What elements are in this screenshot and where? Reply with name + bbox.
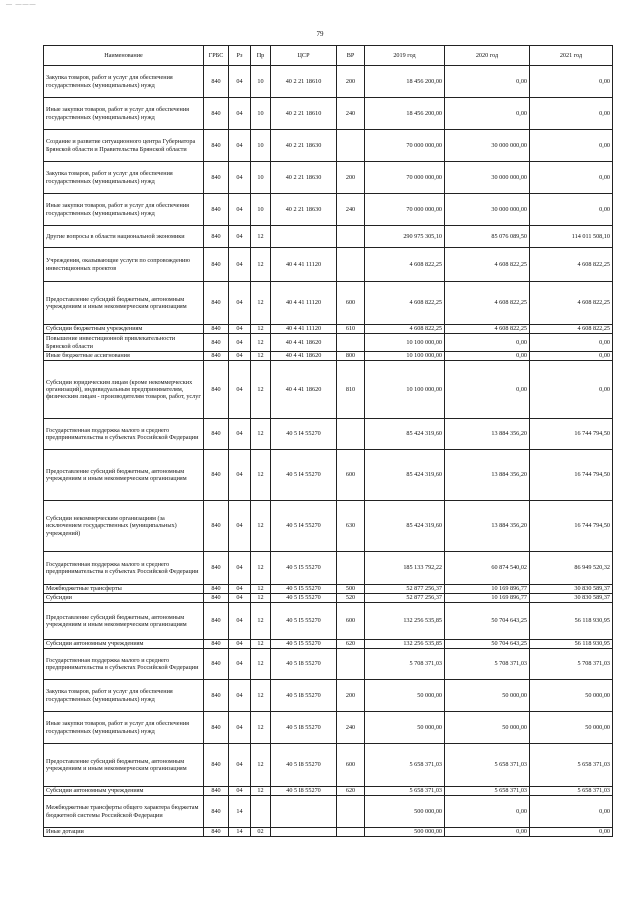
- amount-2020-cell: 10 169 896,77: [445, 594, 530, 603]
- csr-cell: [271, 828, 337, 837]
- pr-cell: 12: [251, 594, 271, 603]
- vr-cell: [337, 130, 365, 162]
- pr-cell: 12: [251, 282, 271, 325]
- amount-2021-cell: 16 744 794,50: [530, 450, 613, 501]
- amount-2020-cell: 0,00: [445, 828, 530, 837]
- amount-2019-cell: 5 658 371,03: [365, 744, 445, 787]
- table-row: [44, 162, 613, 194]
- amount-2019-cell: 10 100 000,00: [365, 334, 445, 352]
- table-row: [44, 603, 613, 640]
- amount-2019-cell: 5 658 371,03: [365, 787, 445, 796]
- csr-cell: 40 5 I4 55270: [271, 419, 337, 450]
- pr-cell: 12: [251, 248, 271, 282]
- amount-2021-cell: 50 000,00: [530, 712, 613, 744]
- table-row: [44, 828, 613, 837]
- rz-cell: 04: [229, 248, 251, 282]
- amount-2019-cell: 4 608 822,25: [365, 282, 445, 325]
- csr-cell: 40 5 I5 55270: [271, 585, 337, 594]
- vr-cell: 620: [337, 787, 365, 796]
- grbs-cell: 840: [204, 744, 229, 787]
- amount-2020-cell: 30 000 000,00: [445, 130, 530, 162]
- csr-cell: 40 5 I5 55270: [271, 603, 337, 640]
- csr-cell: 40 5 I8 55270: [271, 680, 337, 712]
- header-pr: Пр: [251, 46, 271, 66]
- grbs-cell: 840: [204, 787, 229, 796]
- row-name-cell: Другие вопросы в области национальной экономики: [44, 226, 204, 248]
- rz-cell: 04: [229, 194, 251, 226]
- grbs-cell: 840: [204, 712, 229, 744]
- amount-2019-cell: 4 608 822,25: [365, 248, 445, 282]
- pr-cell: 12: [251, 649, 271, 680]
- table-header-row: [44, 46, 613, 66]
- vr-cell: [337, 552, 365, 585]
- csr-cell: 40 5 I4 55270: [271, 501, 337, 552]
- grbs-cell: 840: [204, 352, 229, 361]
- table-row: [44, 712, 613, 744]
- amount-2019-cell: 70 000 000,00: [365, 162, 445, 194]
- csr-cell: 40 2 21 18630: [271, 162, 337, 194]
- vr-cell: [337, 419, 365, 450]
- rz-cell: 04: [229, 325, 251, 334]
- amount-2021-cell: 5 658 371,03: [530, 744, 613, 787]
- row-name-cell: Учреждения, оказывающие услуги по сопровождению инвестиционных проектов: [44, 248, 204, 282]
- csr-cell: [271, 226, 337, 248]
- vr-cell: [337, 226, 365, 248]
- pr-cell: 12: [251, 501, 271, 552]
- amount-2019-cell: 50 000,00: [365, 680, 445, 712]
- row-name-cell: Закупка товаров, работ и услуг для обеспечения государственных (муниципальных) нужд: [44, 680, 204, 712]
- amount-2021-cell: 0,00: [530, 130, 613, 162]
- grbs-cell: 840: [204, 552, 229, 585]
- amount-2020-cell: 30 000 000,00: [445, 194, 530, 226]
- amount-2021-cell: 0,00: [530, 162, 613, 194]
- amount-2021-cell: 5 658 371,03: [530, 787, 613, 796]
- grbs-cell: 840: [204, 419, 229, 450]
- vr-cell: 810: [337, 361, 365, 419]
- rz-cell: 04: [229, 450, 251, 501]
- vr-cell: 600: [337, 282, 365, 325]
- amount-2020-cell: 0,00: [445, 361, 530, 419]
- amount-2021-cell: 0,00: [530, 828, 613, 837]
- pr-cell: 12: [251, 640, 271, 649]
- table-row: [44, 282, 613, 325]
- csr-cell: 40 4 41 11120: [271, 248, 337, 282]
- rz-cell: 04: [229, 585, 251, 594]
- rz-cell: 04: [229, 640, 251, 649]
- amount-2019-cell: 18 456 200,00: [365, 98, 445, 130]
- rz-cell: 14: [229, 828, 251, 837]
- row-name-cell: Предоставление субсидий бюджетным, автономным учреждениям и иным некоммерческим организациям: [44, 450, 204, 501]
- amount-2021-cell: 4 608 822,25: [530, 282, 613, 325]
- vr-cell: [337, 796, 365, 828]
- vr-cell: [337, 649, 365, 680]
- grbs-cell: 840: [204, 130, 229, 162]
- grbs-cell: 840: [204, 640, 229, 649]
- amount-2020-cell: 5 658 371,03: [445, 787, 530, 796]
- amount-2019-cell: 70 000 000,00: [365, 130, 445, 162]
- table-row: [44, 194, 613, 226]
- grbs-cell: 840: [204, 282, 229, 325]
- amount-2020-cell: 0,00: [445, 796, 530, 828]
- table-row: [44, 98, 613, 130]
- table-row: [44, 585, 613, 594]
- vr-cell: 240: [337, 194, 365, 226]
- amount-2021-cell: 0,00: [530, 334, 613, 352]
- pr-cell: 12: [251, 361, 271, 419]
- amount-2019-cell: 85 424 319,60: [365, 419, 445, 450]
- vr-cell: 620: [337, 640, 365, 649]
- vr-cell: 600: [337, 450, 365, 501]
- row-name-cell: Иные закупки товаров, работ и услуг для обеспечения государственных (муниципальных) нужд: [44, 98, 204, 130]
- amount-2019-cell: 132 256 535,85: [365, 603, 445, 640]
- grbs-cell: 840: [204, 603, 229, 640]
- csr-cell: 40 5 I8 55270: [271, 649, 337, 680]
- vr-cell: 200: [337, 680, 365, 712]
- vr-cell: 240: [337, 712, 365, 744]
- pr-cell: 10: [251, 66, 271, 98]
- pr-cell: 12: [251, 552, 271, 585]
- amount-2021-cell: 4 608 822,25: [530, 248, 613, 282]
- table-row: [44, 649, 613, 680]
- csr-cell: 40 2 21 18630: [271, 194, 337, 226]
- vr-cell: 630: [337, 501, 365, 552]
- table-row: [44, 325, 613, 334]
- amount-2019-cell: 70 000 000,00: [365, 194, 445, 226]
- pr-cell: 10: [251, 162, 271, 194]
- table-row: [44, 744, 613, 787]
- table-row: [44, 248, 613, 282]
- amount-2019-cell: 85 424 319,60: [365, 450, 445, 501]
- table-row: [44, 796, 613, 828]
- amount-2021-cell: 56 118 930,95: [530, 640, 613, 649]
- rz-cell: 04: [229, 334, 251, 352]
- header-2021: 2021 год: [530, 46, 613, 66]
- rz-cell: 04: [229, 744, 251, 787]
- pr-cell: 12: [251, 325, 271, 334]
- row-name-cell: Субсидии юридическим лицам (кроме некоммерческих организаций), индивидуальным предпринимателям, физическим лицам - производителям товаров, работ, услуг: [44, 361, 204, 419]
- row-name-cell: Субсидии: [44, 594, 204, 603]
- amount-2020-cell: 5 658 371,03: [445, 744, 530, 787]
- amount-2021-cell: 50 000,00: [530, 680, 613, 712]
- amount-2021-cell: 0,00: [530, 98, 613, 130]
- amount-2019-cell: 50 000,00: [365, 712, 445, 744]
- rz-cell: 04: [229, 712, 251, 744]
- amount-2021-cell: 114 011 508,10: [530, 226, 613, 248]
- pr-cell: 12: [251, 744, 271, 787]
- amount-2019-cell: 132 256 535,85: [365, 640, 445, 649]
- csr-cell: [271, 796, 337, 828]
- rz-cell: 04: [229, 352, 251, 361]
- amount-2021-cell: 86 949 520,32: [530, 552, 613, 585]
- grbs-cell: 840: [204, 585, 229, 594]
- row-name-cell: Создание и развитие ситуационного центра Губернатора Брянской области и Правительства Брянской области: [44, 130, 204, 162]
- amount-2019-cell: 290 975 305,10: [365, 226, 445, 248]
- amount-2020-cell: 0,00: [445, 66, 530, 98]
- amount-2021-cell: 30 830 589,37: [530, 585, 613, 594]
- rz-cell: 04: [229, 66, 251, 98]
- amount-2020-cell: 0,00: [445, 98, 530, 130]
- row-name-cell: Иные бюджетные ассигнования: [44, 352, 204, 361]
- vr-cell: [337, 248, 365, 282]
- rz-cell: 04: [229, 680, 251, 712]
- row-name-cell: Государственная поддержка малого и среднего предпринимательства в субъектах Российской Федерации: [44, 419, 204, 450]
- table-row: [44, 501, 613, 552]
- vr-cell: 610: [337, 325, 365, 334]
- budget-table: [43, 45, 613, 837]
- table-row: [44, 640, 613, 649]
- amount-2021-cell: 4 608 822,25: [530, 325, 613, 334]
- header-2019: 2019 год: [365, 46, 445, 66]
- grbs-cell: 840: [204, 98, 229, 130]
- amount-2021-cell: 0,00: [530, 352, 613, 361]
- amount-2021-cell: 0,00: [530, 66, 613, 98]
- corner-mark: — ———: [6, 2, 37, 8]
- vr-cell: 520: [337, 594, 365, 603]
- grbs-cell: 840: [204, 594, 229, 603]
- amount-2021-cell: 0,00: [530, 796, 613, 828]
- pr-cell: 12: [251, 419, 271, 450]
- grbs-cell: 840: [204, 361, 229, 419]
- table-row: [44, 680, 613, 712]
- amount-2020-cell: 50 704 643,25: [445, 640, 530, 649]
- amount-2020-cell: 0,00: [445, 352, 530, 361]
- table-row: [44, 361, 613, 419]
- table-row: [44, 226, 613, 248]
- amount-2020-cell: 4 608 822,25: [445, 282, 530, 325]
- grbs-cell: 840: [204, 248, 229, 282]
- amount-2020-cell: 13 884 356,20: [445, 419, 530, 450]
- amount-2019-cell: 52 877 256,37: [365, 594, 445, 603]
- rz-cell: 04: [229, 282, 251, 325]
- row-name-cell: Государственная поддержка малого и среднего предпринимательства в субъектах Российской Федерации: [44, 649, 204, 680]
- row-name-cell: Межбюджетные трансферты: [44, 585, 204, 594]
- grbs-cell: 840: [204, 450, 229, 501]
- vr-cell: 600: [337, 603, 365, 640]
- amount-2019-cell: 52 877 256,37: [365, 585, 445, 594]
- amount-2020-cell: 13 884 356,20: [445, 501, 530, 552]
- csr-cell: 40 5 I5 55270: [271, 640, 337, 649]
- vr-cell: 500: [337, 585, 365, 594]
- row-name-cell: Межбюджетные трансферты общего характера бюджетам бюджетной системы Российской Федерации: [44, 796, 204, 828]
- amount-2019-cell: 18 456 200,00: [365, 66, 445, 98]
- header-csr: ЦСР: [271, 46, 337, 66]
- header-name: Наименование: [44, 46, 204, 66]
- amount-2020-cell: 50 000,00: [445, 712, 530, 744]
- rz-cell: 04: [229, 649, 251, 680]
- vr-cell: 800: [337, 352, 365, 361]
- pr-cell: 12: [251, 680, 271, 712]
- csr-cell: 40 5 I5 55270: [271, 594, 337, 603]
- table-row: [44, 66, 613, 98]
- table-row: [44, 352, 613, 361]
- vr-cell: [337, 334, 365, 352]
- row-name-cell: Субсидии некоммерческим организациям (за исключением государственных (муниципальных) учреждений): [44, 501, 204, 552]
- grbs-cell: 840: [204, 828, 229, 837]
- amount-2019-cell: 10 100 000,00: [365, 352, 445, 361]
- pr-cell: 10: [251, 130, 271, 162]
- csr-cell: 40 4 41 11120: [271, 282, 337, 325]
- pr-cell: 10: [251, 98, 271, 130]
- grbs-cell: 840: [204, 680, 229, 712]
- amount-2021-cell: 0,00: [530, 361, 613, 419]
- csr-cell: 40 4 41 18620: [271, 334, 337, 352]
- pr-cell: 12: [251, 603, 271, 640]
- pr-cell: 12: [251, 352, 271, 361]
- amount-2021-cell: 30 830 589,37: [530, 594, 613, 603]
- amount-2020-cell: 10 169 896,77: [445, 585, 530, 594]
- row-name-cell: Субсидии автономным учреждениям: [44, 787, 204, 796]
- row-name-cell: Предоставление субсидий бюджетным, автономным учреждениям и иным некоммерческим организациям: [44, 603, 204, 640]
- amount-2021-cell: 56 118 930,95: [530, 603, 613, 640]
- row-name-cell: Иные закупки товаров, работ и услуг для обеспечения государственных (муниципальных) нужд: [44, 712, 204, 744]
- csr-cell: 40 2 21 18610: [271, 98, 337, 130]
- csr-cell: 40 5 I8 55270: [271, 787, 337, 796]
- amount-2020-cell: 85 076 089,50: [445, 226, 530, 248]
- pr-cell: 10: [251, 194, 271, 226]
- table-row: [44, 419, 613, 450]
- row-name-cell: Предоставление субсидий бюджетным, автономным учреждениям и иным некоммерческим организациям: [44, 744, 204, 787]
- amount-2019-cell: 500 000,00: [365, 828, 445, 837]
- amount-2019-cell: 500 000,00: [365, 796, 445, 828]
- grbs-cell: 840: [204, 226, 229, 248]
- row-name-cell: Субсидии автономным учреждениям: [44, 640, 204, 649]
- amount-2021-cell: 0,00: [530, 194, 613, 226]
- table-body: [44, 66, 613, 837]
- grbs-cell: 840: [204, 501, 229, 552]
- rz-cell: 04: [229, 98, 251, 130]
- row-name-cell: Государственная поддержка малого и среднего предпринимательства в субъектах Российской Федерации: [44, 552, 204, 585]
- grbs-cell: 840: [204, 194, 229, 226]
- amount-2019-cell: 5 708 371,03: [365, 649, 445, 680]
- pr-cell: 12: [251, 787, 271, 796]
- pr-cell: [251, 796, 271, 828]
- csr-cell: 40 5 I4 55270: [271, 450, 337, 501]
- table-row: [44, 552, 613, 585]
- pr-cell: 02: [251, 828, 271, 837]
- amount-2020-cell: 60 874 540,02: [445, 552, 530, 585]
- page-number: 79: [316, 30, 324, 38]
- table-row: [44, 594, 613, 603]
- row-name-cell: Субсидии бюджетным учреждениям: [44, 325, 204, 334]
- rz-cell: 04: [229, 594, 251, 603]
- rz-cell: 14: [229, 796, 251, 828]
- amount-2021-cell: 16 744 794,50: [530, 419, 613, 450]
- csr-cell: 40 5 I8 55270: [271, 712, 337, 744]
- amount-2020-cell: 50 704 643,25: [445, 603, 530, 640]
- rz-cell: 04: [229, 361, 251, 419]
- row-name-cell: Закупка товаров, работ и услуг для обеспечения государственных (муниципальных) нужд: [44, 66, 204, 98]
- vr-cell: 600: [337, 744, 365, 787]
- amount-2020-cell: 4 608 822,25: [445, 248, 530, 282]
- grbs-cell: 840: [204, 66, 229, 98]
- amount-2020-cell: 30 000 000,00: [445, 162, 530, 194]
- amount-2019-cell: 4 608 822,25: [365, 325, 445, 334]
- grbs-cell: 840: [204, 796, 229, 828]
- pr-cell: 12: [251, 585, 271, 594]
- amount-2021-cell: 5 708 371,03: [530, 649, 613, 680]
- rz-cell: 04: [229, 603, 251, 640]
- rz-cell: 04: [229, 787, 251, 796]
- grbs-cell: 840: [204, 649, 229, 680]
- pr-cell: 12: [251, 450, 271, 501]
- pr-cell: 12: [251, 712, 271, 744]
- header-grbs: ГРБС: [204, 46, 229, 66]
- grbs-cell: 840: [204, 334, 229, 352]
- rz-cell: 04: [229, 130, 251, 162]
- vr-cell: 200: [337, 66, 365, 98]
- amount-2020-cell: 4 608 822,25: [445, 325, 530, 334]
- amount-2019-cell: 10 100 000,00: [365, 361, 445, 419]
- amount-2019-cell: 85 424 319,60: [365, 501, 445, 552]
- amount-2020-cell: 13 884 356,20: [445, 450, 530, 501]
- grbs-cell: 840: [204, 325, 229, 334]
- vr-cell: 200: [337, 162, 365, 194]
- vr-cell: 240: [337, 98, 365, 130]
- table-row: [44, 130, 613, 162]
- csr-cell: 40 2 21 18630: [271, 130, 337, 162]
- amount-2019-cell: 185 133 792,22: [365, 552, 445, 585]
- header-vr: ВР: [337, 46, 365, 66]
- row-name-cell: Иные закупки товаров, работ и услуг для обеспечения государственных (муниципальных) нужд: [44, 194, 204, 226]
- row-name-cell: Закупка товаров, работ и услуг для обеспечения государственных (муниципальных) нужд: [44, 162, 204, 194]
- pr-cell: 12: [251, 334, 271, 352]
- header-rz: Рз: [229, 46, 251, 66]
- rz-cell: 04: [229, 501, 251, 552]
- rz-cell: 04: [229, 552, 251, 585]
- csr-cell: 40 2 21 18610: [271, 66, 337, 98]
- csr-cell: 40 5 I5 55270: [271, 552, 337, 585]
- csr-cell: 40 4 41 18620: [271, 352, 337, 361]
- csr-cell: 40 5 I8 55270: [271, 744, 337, 787]
- rz-cell: 04: [229, 162, 251, 194]
- row-name-cell: Предоставление субсидий бюджетным, автономным учреждениям и иным некоммерческим организациям: [44, 282, 204, 325]
- csr-cell: 40 4 41 11120: [271, 325, 337, 334]
- grbs-cell: 840: [204, 162, 229, 194]
- rz-cell: 04: [229, 419, 251, 450]
- table-row: [44, 450, 613, 501]
- pr-cell: 12: [251, 226, 271, 248]
- csr-cell: 40 4 41 18620: [271, 361, 337, 419]
- row-name-cell: Повышение инвестиционной привлекательности Брянской области: [44, 334, 204, 352]
- vr-cell: [337, 828, 365, 837]
- amount-2020-cell: 0,00: [445, 334, 530, 352]
- amount-2021-cell: 16 744 794,50: [530, 501, 613, 552]
- header-2020: 2020 год: [445, 46, 530, 66]
- rz-cell: 04: [229, 226, 251, 248]
- row-name-cell: Иные дотации: [44, 828, 204, 837]
- amount-2020-cell: 5 708 371,03: [445, 649, 530, 680]
- table-row: [44, 334, 613, 352]
- amount-2020-cell: 50 000,00: [445, 680, 530, 712]
- table-row: [44, 787, 613, 796]
